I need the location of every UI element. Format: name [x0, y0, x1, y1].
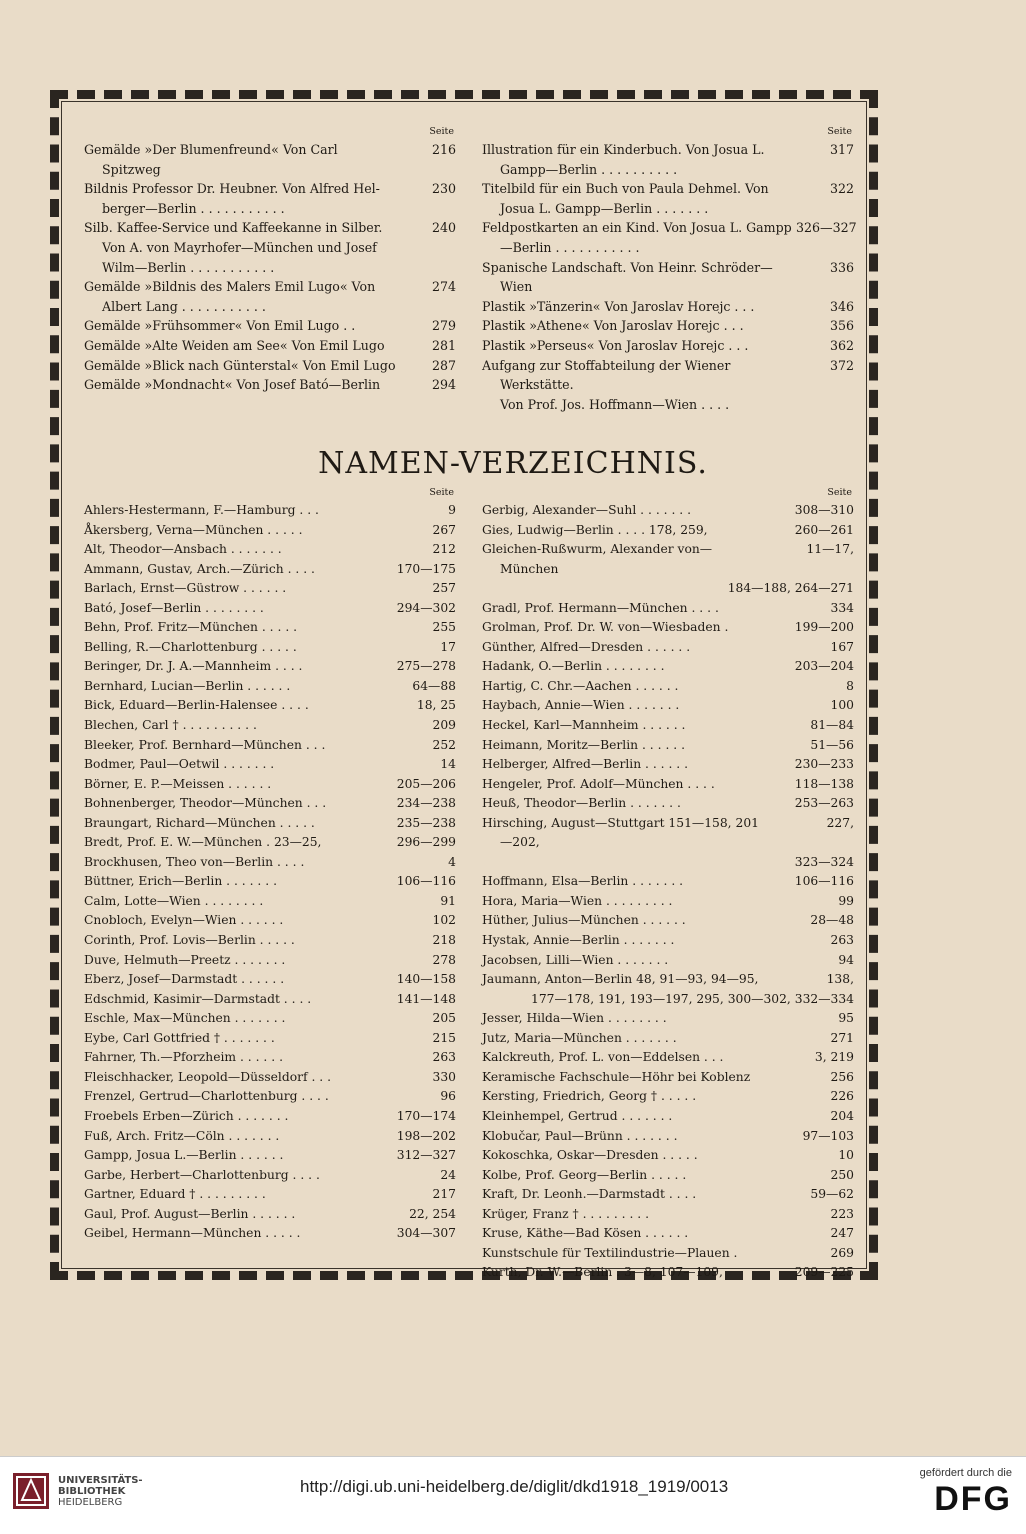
entry-title: Bredt, Prof. E. W.—München . 23—25,	[84, 835, 322, 850]
index-entry	[482, 1107, 854, 1127]
index-entry	[84, 853, 456, 873]
toc-entry	[482, 140, 854, 179]
entry-title: Fleischhacker, Leopold—Düsseldorf . . .	[84, 1069, 331, 1084]
seite-header: Seite	[827, 487, 852, 498]
page-number: 99	[838, 893, 854, 908]
index-entry-continuation: 177—178, 191, 193—197, 295, 300—302, 332—334	[531, 991, 854, 1006]
page-number: 209	[432, 718, 456, 733]
index-entry	[482, 1146, 854, 1166]
page-number: 9	[448, 503, 456, 517]
index-entry	[84, 560, 456, 580]
page-number: 91	[440, 893, 456, 908]
footer-bar	[0, 1456, 1026, 1534]
page-number: 28—48	[810, 913, 854, 928]
toc-entry	[482, 336, 854, 356]
entry-title: Börner, E. P.—Meissen . . . . . .	[84, 776, 272, 791]
index-entry	[482, 501, 854, 521]
entry-title: Frenzel, Gertrud—Charlottenburg . . . .	[84, 1089, 329, 1104]
index-entry	[482, 775, 854, 795]
index-entry	[84, 1107, 456, 1127]
toc-entry	[84, 277, 456, 316]
index-entry	[482, 657, 854, 677]
index-entry-continuation: 184—188, 264—271	[727, 581, 854, 596]
index-entry	[482, 696, 854, 716]
toc-entry	[482, 316, 854, 336]
toc-entry	[482, 297, 854, 317]
page-number: 267	[432, 522, 456, 537]
entry-title: Duve, Helmuth—Preetz . . . . . . .	[84, 952, 286, 967]
page-number: 240	[431, 220, 456, 236]
page-number: 235—238	[396, 815, 456, 830]
entry-title: Günther, Alfred—Dresden . . . . . .	[482, 639, 691, 654]
index-entry	[84, 1009, 456, 1029]
page-number: 212	[432, 542, 456, 557]
entry-title: Illustration für ein Kinderbuch. Von Josua L. Gampp—Berlin . . . . . . . . . .	[482, 142, 765, 177]
toc-entry	[482, 218, 857, 257]
entry-title: Keramische Fachschule—Höhr bei Koblenz	[482, 1069, 751, 1084]
entry-title: Kersting, Friedrich, Georg † . . . . .	[482, 1089, 697, 1104]
funded-by-label: gefördert durch die	[919, 1467, 1012, 1479]
page-number: 203—204	[794, 659, 854, 674]
index-entry	[84, 814, 456, 834]
entry-title: Feldpostkarten an ein Kind. Von Josua L. Gampp —Berlin . . . . . . . . . . .	[482, 220, 792, 255]
entry-title: Gies, Ludwig—Berlin . . . . 178, 259,	[482, 522, 708, 537]
page-number: 81—84	[810, 718, 854, 733]
page-number: 100	[830, 698, 854, 713]
page-number: 64—88	[412, 678, 456, 693]
index-entry	[84, 755, 456, 775]
index-entry	[84, 638, 456, 658]
page-number: 230	[431, 181, 456, 197]
permalink-url[interactable]: http://digi.ub.uni-heidelberg.de/diglit/dkd1918_1919/0013	[300, 1477, 729, 1496]
index-entry	[84, 657, 456, 677]
entry-title: Heimann, Moritz—Berlin . . . . . .	[482, 737, 685, 752]
index-entry	[482, 1244, 854, 1264]
page-number: 271	[830, 1030, 854, 1045]
seite-header: Seite	[429, 487, 454, 498]
library-logo[interactable]	[12, 1472, 143, 1510]
page-number: 205—206	[396, 776, 456, 791]
page-number: 118—138	[794, 776, 854, 791]
toc-entry	[84, 218, 456, 277]
page-number: 8	[846, 678, 854, 693]
entry-title: Eschle, Max—München . . . . . . .	[84, 1011, 286, 1026]
page-number: 312—327	[396, 1148, 456, 1163]
index-entry	[84, 951, 456, 971]
entry-title: Plastik »Athene« Von Jaroslav Horejc . . .	[482, 318, 744, 334]
entry-title: Behn, Prof. Fritz—München . . . . .	[84, 620, 298, 635]
page-number: 170—174	[396, 1108, 456, 1123]
page-number: 96	[440, 1089, 456, 1104]
index-entry	[84, 696, 456, 716]
entry-title: Gaul, Prof. August—Berlin . . . . . .	[84, 1206, 296, 1221]
index-entry	[84, 1205, 456, 1225]
entry-title: Jutz, Maria—München . . . . . . .	[482, 1030, 677, 1045]
entry-title: Haybach, Annie—Wien . . . . . . .	[482, 698, 680, 713]
entry-title: Gemälde »Blick nach Günterstal« Von Emil Lugo	[84, 357, 396, 373]
page-number: 216	[431, 142, 456, 157]
entry-title: Gemälde »Mondnacht« Von Josef Bató—Berlin	[84, 377, 381, 393]
index-entry	[482, 618, 854, 638]
entry-title: Geibel, Hermann—München . . . . .	[84, 1226, 301, 1241]
illustrations-list	[84, 124, 857, 414]
entry-title: Garbe, Herbert—Charlottenburg . . . .	[84, 1167, 320, 1182]
entry-title: Eberz, Josef—Darmstadt . . . . . .	[84, 972, 285, 987]
entry-title: Klobučar, Paul—Brünn . . . . . . .	[482, 1128, 678, 1143]
page-number: 24	[440, 1167, 456, 1182]
entry-title: Plastik »Perseus« Von Jaroslav Horejc . . .	[482, 337, 749, 353]
page-number: 296—299	[396, 835, 456, 850]
page-number: 198—202	[396, 1128, 456, 1143]
page-number: 3, 219	[814, 1050, 854, 1065]
entry-title: Silb. Kaffee-Service und Kaffeekanne in Silber. Von A. von Mayrhofer—München und Josef Wilm—Berlin . . . . . . . . . . .	[84, 220, 383, 275]
index-entry	[84, 1185, 456, 1205]
page-number: 4	[448, 854, 456, 869]
toc-left-column	[84, 124, 456, 414]
index-entry	[482, 931, 854, 951]
index-entry	[482, 1166, 854, 1186]
entry-title: Jacobsen, Lilli—Wien . . . . . . .	[482, 952, 669, 967]
page-number: 253—263	[794, 796, 854, 811]
page-number: 263	[830, 933, 854, 948]
entry-title: Froebels Erben—Zürich . . . . . . .	[84, 1108, 289, 1123]
entry-title: Krüger, Franz † . . . . . . . . .	[482, 1206, 650, 1221]
entry-title: Hirsching, August—Stuttgart 151—158, 201—202,	[482, 815, 759, 850]
page-number: 279	[431, 318, 456, 334]
entry-title: Kleinhempel, Gertrud . . . . . . .	[482, 1108, 673, 1123]
page-number: 205	[432, 1011, 456, 1026]
page-number: 102	[432, 913, 456, 928]
page-number: 308—310	[794, 503, 854, 517]
index-entry	[482, 970, 854, 990]
entry-title: Belling, R.—Charlottenburg . . . . .	[84, 639, 297, 654]
page-number: 59—62	[810, 1187, 854, 1202]
page-number: 10	[838, 1148, 854, 1163]
index-left-column	[84, 485, 456, 1283]
page-number: 250	[830, 1167, 854, 1182]
entry-title: Plastik »Tänzerin« Von Jaroslav Horejc . . .	[482, 298, 755, 314]
entry-title: Kolbe, Prof. Georg—Berlin . . . . .	[482, 1167, 687, 1182]
entry-title: Calm, Lotte—Wien . . . . . . . .	[84, 893, 264, 908]
index-entry	[482, 1263, 854, 1283]
page-number: 334	[830, 600, 854, 615]
entry-title: Beringer, Dr. J. A.—Mannheim . . . .	[84, 659, 303, 674]
index-entry	[482, 794, 854, 814]
page-number: 167	[830, 639, 854, 654]
page-number: 278	[432, 952, 456, 967]
entry-title: Hadank, O.—Berlin . . . . . . . .	[482, 659, 665, 674]
page-number: 317	[829, 142, 854, 157]
page-number: 217	[432, 1187, 456, 1202]
entry-title: Gampp, Josua L.—Berlin . . . . . .	[84, 1148, 284, 1163]
index-entry	[482, 1068, 854, 1088]
entry-title: Hengeler, Prof. Adolf—München . . . .	[482, 776, 715, 791]
toc-right-column	[482, 124, 857, 414]
entry-title: Kokoschka, Oskar—Dresden . . . . .	[482, 1148, 698, 1163]
entry-title: Bató, Josef—Berlin . . . . . . . .	[84, 600, 264, 615]
page-number: 294	[431, 377, 456, 393]
entry-title: Kraft, Dr. Leonh.—Darmstadt . . . .	[482, 1187, 697, 1202]
entry-title: Åkersberg, Verna—München . . . . .	[84, 522, 303, 537]
page-number: 106—116	[396, 874, 456, 889]
index-entry	[482, 911, 854, 931]
name-index	[84, 485, 854, 1283]
entry-title: Edschmid, Kasimir—Darmstadt . . . .	[84, 991, 312, 1006]
page-number: 330	[432, 1069, 456, 1084]
index-entry	[482, 814, 854, 853]
entry-title: Bohnenberger, Theodor—München . . .	[84, 796, 327, 811]
entry-title: Hoffmann, Elsa—Berlin . . . . . . .	[482, 874, 684, 889]
page-number: 226	[830, 1089, 854, 1104]
entry-title: Bick, Eduard—Berlin-Halensee . . . .	[84, 698, 309, 713]
index-entry	[482, 677, 854, 697]
entry-title: Hüther, Julius—München . . . . . .	[482, 913, 686, 928]
entry-title: Kalckreuth, Prof. L. von—Eddelsen . . .	[482, 1050, 724, 1065]
page-number: 322	[829, 181, 854, 197]
page-number: 304—307	[396, 1226, 456, 1241]
library-name: UNIVERSITÄTS- BIBLIOTHEK HEIDELBERG	[58, 1474, 143, 1508]
entry-title: Kurth, Dr. W.—Berlin . 3—8, 107—109,	[482, 1265, 723, 1280]
entry-title: Titelbild für ein Buch von Paula Dehmel. Von Josua L. Gampp—Berlin . . . . . . .	[482, 181, 769, 216]
page-number: 11—17,	[806, 542, 854, 557]
entry-title: Kruse, Käthe—Bad Kösen . . . . . .	[482, 1226, 689, 1241]
entry-title: Eybe, Carl Gottfried † . . . . . . .	[84, 1030, 275, 1045]
entry-title: Jesser, Hilda—Wien . . . . . . . .	[482, 1011, 667, 1026]
index-entry	[84, 716, 456, 736]
entry-title: Gerbig, Alexander—Suhl . . . . . . .	[482, 503, 691, 517]
index-entry	[84, 677, 456, 697]
entry-title: Gemälde »Frühsommer« Von Emil Lugo . .	[84, 318, 356, 334]
entry-title: Alt, Theodor—Ansbach . . . . . . .	[84, 542, 282, 557]
index-entry	[482, 1185, 854, 1205]
page-number: 274	[431, 279, 456, 295]
page-title: NAMEN-VERZEICHNIS.	[318, 446, 708, 481]
page-number: 287	[431, 357, 456, 373]
index-entry	[482, 755, 854, 775]
page-number: 215	[432, 1030, 456, 1045]
page-number: 227,	[826, 815, 854, 830]
index-entry	[84, 1029, 456, 1049]
page-number: 141—148	[396, 991, 456, 1006]
entry-title: Heckel, Karl—Mannheim . . . . . .	[482, 718, 686, 733]
entry-title: Braungart, Richard—München . . . . .	[84, 815, 315, 830]
seite-header: Seite	[429, 126, 454, 137]
page-number: 269	[830, 1245, 854, 1260]
index-entry	[482, 1205, 854, 1225]
page-number: 256	[830, 1069, 854, 1084]
entry-title: Gartner, Eduard † . . . . . . . . .	[84, 1187, 266, 1202]
entry-title: Hartig, C. Chr.—Aachen . . . . . .	[482, 678, 679, 693]
toc-entry	[84, 336, 456, 356]
entry-title: Barlach, Ernst—Güstrow . . . . . .	[84, 581, 287, 596]
entry-title: Bildnis Professor Dr. Heubner. Von Alfred Hel- berger—Berlin . . . . . . . . . . .	[84, 181, 380, 216]
index-entry	[482, 599, 854, 619]
entry-title: Aufgang zur Stoffabteilung der Wiener Werkstätte. Von Prof. Jos. Hoffmann—Wien . . . .	[482, 357, 731, 412]
page-number: 138,	[826, 972, 854, 987]
entry-title: Büttner, Erich—Berlin . . . . . . .	[84, 874, 277, 889]
entry-title: Ammann, Gustav, Arch.—Zürich . . . .	[84, 561, 315, 576]
index-entry	[84, 892, 456, 912]
index-entry	[84, 1224, 456, 1244]
index-entry	[482, 736, 854, 756]
page-number: 95	[838, 1011, 854, 1026]
index-entry	[84, 540, 456, 560]
page-number: 223	[830, 1206, 854, 1221]
seite-header: Seite	[827, 126, 852, 137]
index-entry	[84, 872, 456, 892]
entry-title: Spanische Landschaft. Von Heinr. Schröder—Wien	[482, 259, 773, 295]
page-number: 199—200	[794, 620, 854, 635]
page-number: 362	[829, 337, 854, 353]
index-entry	[482, 638, 854, 658]
index-entry	[84, 618, 456, 638]
index-entry	[482, 1048, 854, 1068]
index-entry	[84, 833, 456, 853]
page-number: 97—103	[802, 1128, 854, 1143]
index-entry	[84, 521, 456, 541]
index-right-column	[482, 485, 854, 1283]
page-number: 94	[838, 952, 854, 967]
page-number: 140—158	[396, 972, 456, 987]
page-number: 51—56	[810, 737, 854, 752]
page-number: 230—233	[794, 757, 854, 772]
index-entry	[84, 990, 456, 1010]
entry-title: Bleeker, Prof. Bernhard—München . . .	[84, 737, 326, 752]
page-number: 17	[440, 639, 456, 654]
index-entry	[482, 521, 854, 541]
dfg-logo[interactable]	[920, 1467, 1012, 1519]
index-entry	[84, 599, 456, 619]
entry-title: Gemälde »Der Blumenfreund« Von Carl Spitzweg	[84, 142, 342, 177]
entry-title: Jaumann, Anton—Berlin 48, 91—93, 94—95,	[482, 972, 759, 987]
page-number: 255	[432, 620, 456, 635]
page-number: 252	[432, 737, 456, 752]
index-entry	[84, 794, 456, 814]
entry-title: Bodmer, Paul—Oetwil . . . . . . .	[84, 757, 275, 772]
entry-title: Bernhard, Lucian—Berlin . . . . . .	[84, 678, 291, 693]
index-entry	[482, 872, 854, 892]
page-number: 263	[432, 1050, 456, 1065]
page-number: 356	[829, 318, 854, 334]
entry-title: Gradl, Prof. Hermann—München . . . .	[482, 600, 719, 615]
page-number: 209—225	[794, 1265, 854, 1280]
page-number: 234—238	[396, 796, 456, 811]
page-number: 18, 25	[416, 698, 456, 713]
index-entry	[84, 736, 456, 756]
toc-entry	[84, 375, 456, 395]
index-entry	[482, 1009, 854, 1029]
entry-title: Fahrner, Th.—Pforzheim . . . . . .	[84, 1050, 283, 1065]
entry-title: Fuß, Arch. Fritz—Cöln . . . . . . .	[84, 1128, 280, 1143]
index-entry	[84, 1146, 456, 1166]
page-number: 247	[830, 1226, 854, 1241]
entry-title: Gemälde »Alte Weiden am See« Von Emil Lugo	[84, 337, 385, 353]
entry-title: Cnobloch, Evelyn—Wien . . . . . .	[84, 913, 284, 928]
index-entry-continuation: 323—324	[794, 854, 854, 869]
page-number: 346	[829, 298, 854, 314]
page-number: 170—175	[396, 561, 456, 576]
index-entry	[84, 970, 456, 990]
page-number: 281	[431, 337, 456, 353]
index-entry	[84, 911, 456, 931]
entry-title: Gleichen-Rußwurm, Alexander von—München	[482, 542, 713, 576]
index-entry	[84, 501, 456, 521]
page-number: 260—261	[794, 522, 854, 537]
index-entry	[482, 892, 854, 912]
entry-title: Corinth, Prof. Lovis—Berlin . . . . .	[84, 933, 295, 948]
page-number: 326—327	[796, 220, 857, 236]
index-entry	[482, 1087, 854, 1107]
index-entry	[482, 1127, 854, 1147]
page-number: 336	[829, 259, 854, 275]
page-number: 372	[829, 357, 854, 373]
entry-title: Gemälde »Bildnis des Malers Emil Lugo« Von Albert Lang . . . . . . . . . . .	[84, 279, 376, 314]
page-number: 106—116	[794, 874, 854, 889]
university-seal-icon	[12, 1472, 50, 1510]
index-entry	[84, 1166, 456, 1186]
page-number: 257	[432, 581, 456, 596]
index-entry	[84, 1048, 456, 1068]
entry-title: Ahlers-Hestermann, F.—Hamburg . . .	[84, 503, 319, 517]
entry-title: Heuß, Theodor—Berlin . . . . . . .	[482, 796, 681, 811]
index-entry	[482, 1029, 854, 1049]
index-entry	[84, 1068, 456, 1088]
index-entry	[84, 931, 456, 951]
toc-entry	[84, 316, 456, 336]
toc-entry	[482, 179, 854, 218]
page-number: 204	[830, 1108, 854, 1123]
entry-title: Brockhusen, Theo von—Berlin . . . .	[84, 854, 305, 869]
entry-title: Kunstschule für Textilindustrie—Plauen .	[482, 1245, 738, 1260]
index-entry	[482, 951, 854, 971]
dfg-wordmark: DFG	[934, 1480, 1012, 1518]
index-entry	[84, 1087, 456, 1107]
toc-entry	[84, 356, 456, 376]
toc-entry	[482, 356, 854, 415]
entry-title: Helberger, Alfred—Berlin . . . . . .	[482, 757, 689, 772]
entry-title: Blechen, Carl † . . . . . . . . . .	[84, 718, 257, 733]
index-entry	[482, 1224, 854, 1244]
index-entry	[84, 775, 456, 795]
page-number: 218	[432, 933, 456, 948]
toc-entry	[482, 258, 854, 297]
toc-entry	[84, 140, 456, 179]
entry-title: Grolman, Prof. Dr. W. von—Wiesbaden .	[482, 620, 729, 635]
index-entry	[84, 1127, 456, 1147]
index-entry	[84, 579, 456, 599]
page-number: 14	[440, 757, 456, 772]
toc-entry	[84, 179, 456, 218]
entry-title: Hystak, Annie—Berlin . . . . . . .	[482, 933, 675, 948]
index-entry	[482, 540, 854, 579]
entry-title: Hora, Maria—Wien . . . . . . . . .	[482, 893, 673, 908]
page-number: 294—302	[396, 600, 456, 615]
page-number: 275—278	[396, 659, 456, 674]
index-entry	[482, 716, 854, 736]
page-number: 22, 254	[409, 1206, 456, 1221]
